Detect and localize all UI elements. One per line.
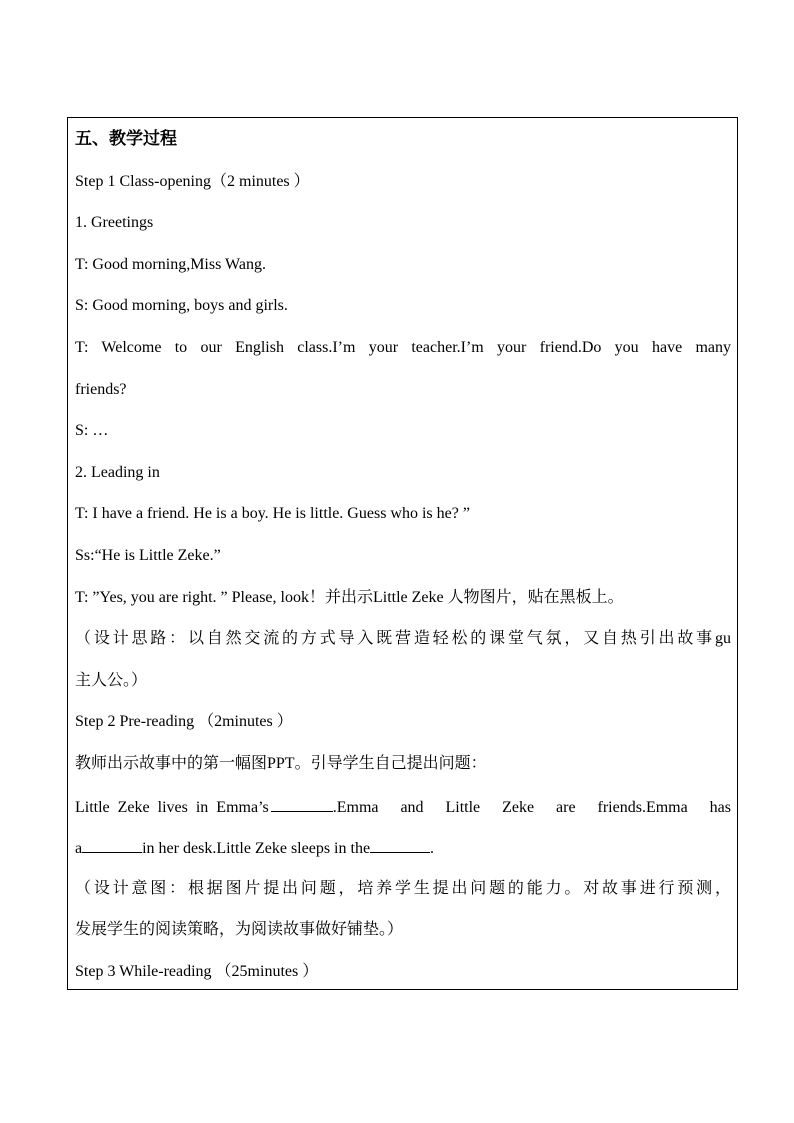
fill-blank (82, 837, 142, 853)
step2-heading: Step 2 Pre-reading （2minutes ） (75, 713, 293, 730)
dialog-line: T: Good morning,Miss Wang. (75, 256, 266, 273)
dialog-line: T: I have a friend. He is a boy. He is little. Guess who is he? ” (75, 505, 470, 522)
section-title: 五、教学过程 (75, 129, 177, 148)
design-note: （设计意图：根据图片提出问题，培养学生提出问题的能力。对故事进行预测， (75, 880, 731, 897)
greetings-label: 1. Greetings (75, 214, 154, 231)
dialog-line: friends? (75, 381, 127, 398)
dialog-line: S: … (75, 422, 109, 439)
question-text: a (75, 840, 83, 857)
question-line-1 (75, 796, 731, 818)
lesson-plan-box (67, 117, 738, 990)
dialog-line: T: ”Yes, you are right. ” Please, look！并出示Little Zeke 人物图片，贴在黑板上。 (75, 589, 624, 606)
question-text: Little Zeke lives in Emma’s (75, 799, 269, 816)
dialog-line: Ss:“He is Little Zeke.” (75, 547, 221, 564)
question-text: .Emma and Little Zeke are friends.Emma has (332, 799, 731, 816)
dialog-line: S: Good morning, boys and girls. (75, 297, 288, 314)
question-text: . (430, 840, 435, 857)
question-line-2 (75, 837, 731, 859)
leading-label: 2. Leading in (75, 464, 160, 481)
step2-intro: 教师出示故事中的第一幅图PPT。引导学生自己提出问题： (75, 755, 487, 772)
dialog-line: T: Welcome to our English class.I’m your teacher.I’m your friend.Do you have many (75, 339, 731, 356)
step3-heading: Step 3 While-reading （25minutes ） (75, 963, 319, 980)
design-note: （设计思路：以自然交流的方式导入既营造轻松的课堂气氛，又自热引出故事gu (75, 630, 731, 647)
question-text: in her desk.Little Zeke sleeps in the (142, 840, 371, 857)
fill-blank (370, 837, 430, 853)
design-note: 主人公。） (75, 672, 148, 689)
step1-heading: Step 1 Class-opening（2 minutes ） (75, 173, 310, 190)
design-note: 发展学生的阅读策略，为阅读故事做好铺垫。） (75, 921, 404, 938)
fill-blank (271, 796, 333, 812)
